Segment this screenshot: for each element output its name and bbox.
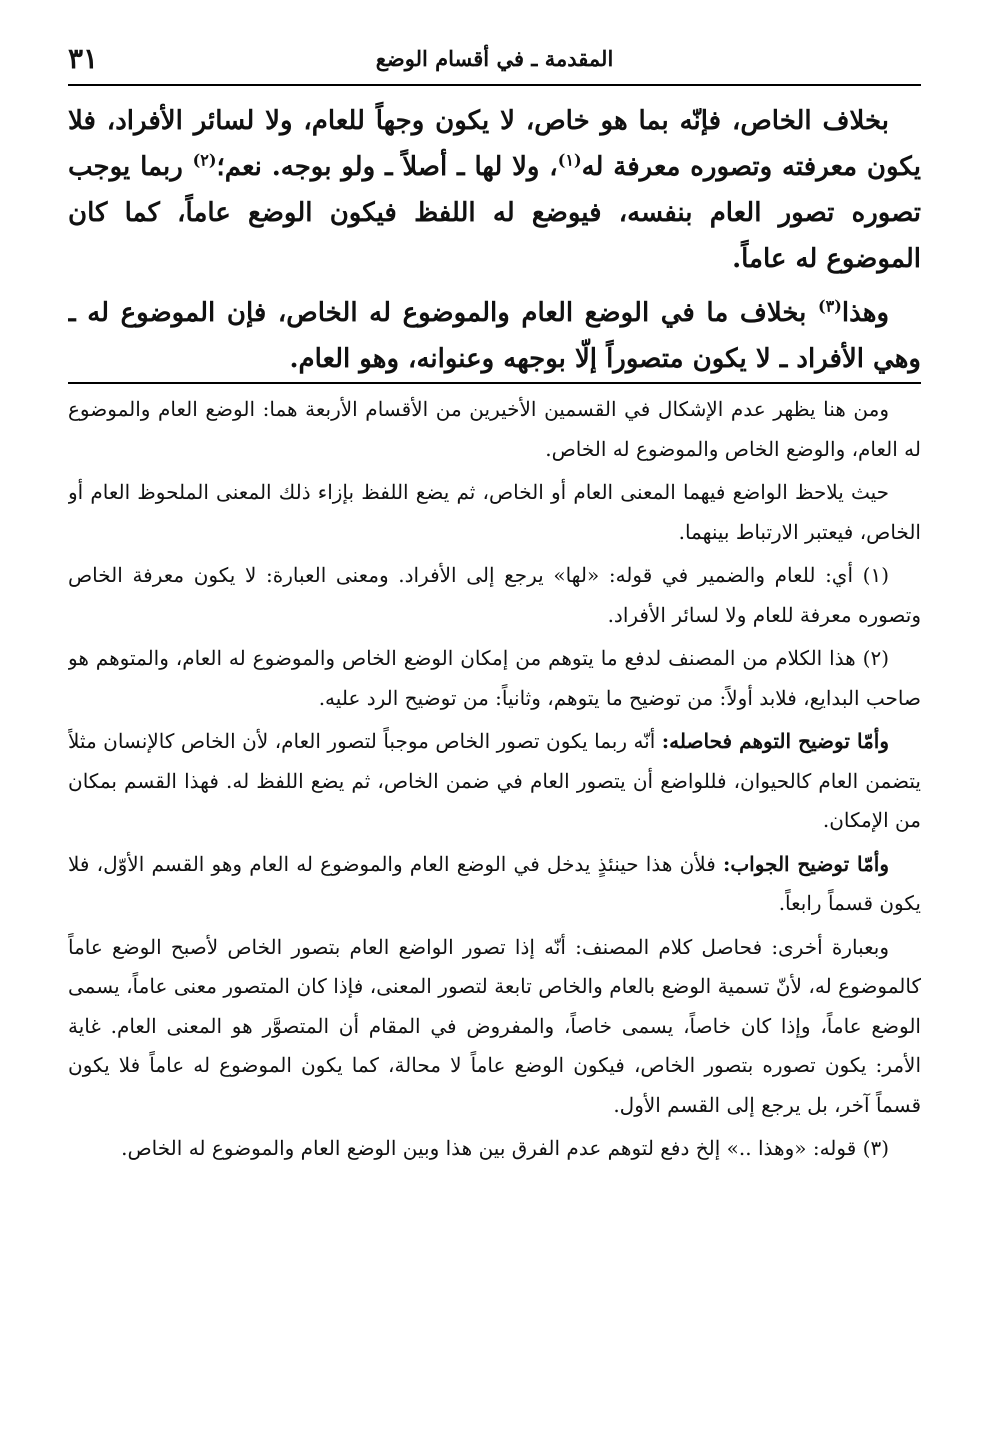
- commentary-paragraph: [68, 845, 921, 924]
- bold-lead: وأمّا توضيح التوهم فحاصله:: [661, 729, 890, 753]
- footnotes: [68, 390, 921, 1400]
- text-run: ربما يوجب تصوره تصور العام بنفسه، فيوضع له اللفظ فيكون الوضع عاماً، كما كان الموضوع له عاماً.: [68, 152, 921, 274]
- text-run: بخلاف ما في الوضع العام والموضوع له الخاص، فإن الموضوع له ـ وهي الأفراد ـ لا يكون متصوراً إلّا بوجهه وعنوانه، وهو العام.: [68, 298, 921, 374]
- text-run: بخلاف الخاص، فإنّه بما هو خاص، لا يكون وجهاً للعام، ولا لسائر الأفراد، فلا يكون معرفته وتصوره معرفة له: [68, 106, 921, 182]
- commentary-paragraph: وبعبارة أخرى: فحاصل كلام المصنف: أنّه إذا تصور الواضع العام بتصور الخاص لأصبح الوضع عاماً كالموضوع له، لأنّ تسمية الوضع بالعام والخاص تابعة لتصور المعنى، فإذا كان المتصور معنى عاماً، يسمى الوضع عاماً، وإذا كان خاصاً، يسمى خاصاً، والمفروض في المقام أن المتصوَّر هو المعنى العام. غاية الأمر: يكون تصوره بتصور الخاص، فيكون الوضع عاماً لا محالة، كما يكون الموضوع له عاماً فلا يكون قسماً آخر، بل يرجع إلى القسم الأول.: [68, 934, 921, 1117]
- main-text: [68, 98, 921, 376]
- text-run: وهذا: [841, 298, 889, 328]
- main-paragraph: [68, 290, 921, 376]
- footnote-separator: [68, 382, 921, 384]
- footnote-1: (١) أي: للعام والضمير في قوله: «لها» يرجع إلى الأفراد. ومعنى العبارة: لا يكون معرفة الخاص وتصوره معرفة للعام ولا لسائر الأفراد.: [68, 563, 921, 627]
- footnote-marker: (٣): [817, 296, 842, 316]
- text-run: ، ولا لها ـ أصلاً ـ ولو بوجه. نعم؛: [216, 152, 558, 182]
- commentary-paragraph: [68, 722, 921, 841]
- footnote-3: (٣) قوله: «وهذا ..» إلخ دفع لتوهم عدم الفرق بين هذا وبين الوضع العام والموضوع له الخاص.: [121, 1136, 889, 1160]
- running-title: المقدمة ـ في أقسام الوضع: [375, 46, 614, 71]
- footnote-2: (٢) هذا الكلام من المصنف لدفع ما يتوهم من إمكان الوضع الخاص والموضوع له العام، والمتوهم هو صاحب البدايع، فلابد أولاً: من توضيح ما يتوهم، وثانياً: من توضيح الرد عليه.: [68, 646, 921, 710]
- text-run: أنّه ربما يكون تصور الخاص موجباً لتصور العام، لأن الخاص كالإنسان مثلاً يتضمن العام كالحيوان، فللواضع أن يتصور العام في ضمن الخاص، ثم يضع اللفظ له. فهذا القسم بمكان من الإمكان.: [68, 729, 921, 832]
- footnote-marker: (١): [557, 150, 582, 170]
- footnote-marker: (٢): [192, 150, 217, 170]
- bold-lead: وأمّا توضيح الجواب:: [722, 851, 889, 876]
- commentary-paragraph: ومن هنا يظهر عدم الإشكال في القسمين الأخيرين من الأقسام الأربعة هما: الوضع العام والموضوع له العام، والوضع الخاص والموضوع له الخاص.: [68, 397, 921, 461]
- main-paragraph: [68, 98, 921, 282]
- page-header: [68, 40, 921, 86]
- text-run: فلأن هذا حينئذٍ يدخل في الوضع العام والموضوع له العام وهو القسم الأوّل، فلا يكون قسماً رابعاً.: [68, 851, 921, 915]
- commentary-paragraph: حيث يلاحظ الواضع فيهما المعنى العام أو الخاص، ثم يضع اللفظ بإزاء ذلك المعنى الملحوظ العام أو الخاص، فيعتبر الارتباط بينهما.: [68, 480, 921, 544]
- page-number: ٣١: [68, 42, 99, 75]
